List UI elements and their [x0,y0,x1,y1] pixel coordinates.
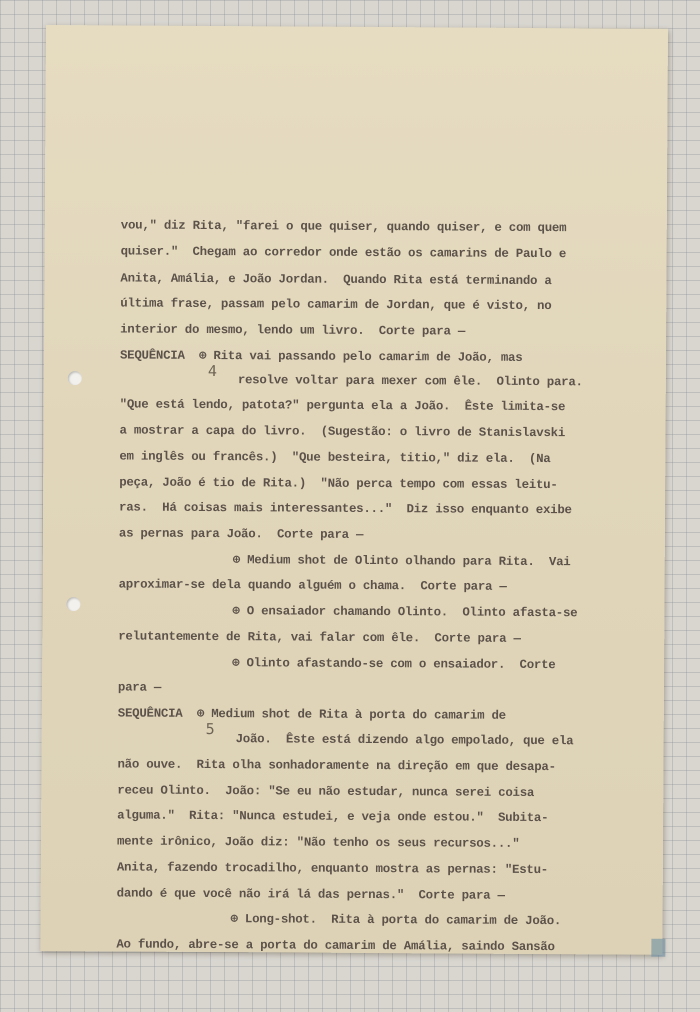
sequence-heading: SEQUÊNCIA ⊕ Medium shot de Rita à porta do camarim de [117,706,506,723]
text-line: ras. Há coisas mais interessantes..." Diz isso enquanto exibe [119,500,572,518]
text-line: mente irônico, João diz: "Não tenho os seus recursos..." [116,834,520,851]
text-line: "Que está lendo, patota?" pergunta ela a João. Êste limita-se [119,397,566,415]
text-line: as pernas para João. Corte para — [118,526,364,542]
text-line: em inglês ou francês.) "Que besteira, titio," diz ela. (Na [119,449,551,467]
punch-hole [68,371,82,385]
text-line: alguma." Rita: "Nunca estudei, e veja onde estou." Subita- [117,808,549,826]
text-line: interior do mesmo, lendo um livro. Corte para — [120,322,466,339]
text-line: ⊕ Long-shot. Rita à porta do camarim de João. [230,912,562,929]
text-line: aproximar-se dela quando alguém o chama. Corte para — [118,577,507,594]
text-line: resolve voltar para mexer com êle. Olinto para. [237,373,583,390]
text-line: Ao fundo, abre-se a porta do camarim de Amália, saindo Sansão [116,937,555,955]
text-line: para — [117,680,162,695]
text-line: ⊕ Olinto afastando-se com o ensaiador. Corte [232,656,556,673]
sequence-number: 4 [207,361,217,381]
text-line: João. Êste está dizendo algo empolado, que ela [235,732,574,749]
text-line: a mostrar a capa do livro. (Sugestão: o livro de Stanislavski [119,423,566,441]
text-line: vou," diz Rita, "farei o que quiser, quando quiser, e com quem [120,218,567,236]
text-line: ⊕ O ensaiador chamando Olinto. Olinto afasta-se [232,604,578,621]
sequence-number: 5 [205,719,215,739]
text-line: receu Olinto. João: "Se eu não estudar, nunca serei coisa [117,783,535,800]
text-line: Anita, fazendo trocadilho, enquanto mostra as pernas: "Estu- [116,860,549,878]
sequence-heading: SEQUÊNCIA ⊕ Rita vai passando pelo camarim de João, mas [119,348,523,365]
text-line: não ouve. Rita olha sonhadoramente na direção em que desapa- [117,757,556,775]
text-line: dando é que você não irá lá das pernas." Corte para — [116,886,505,903]
text-line: ⊕ Medium shot de Olinto olhando para Rita. Vai [232,553,571,570]
text-line: quiser." Chegam ao corredor onde estão os camarins de Paulo e [120,244,567,262]
text-line: relutantemente de Rita, vai falar com êle. Corte para — [118,629,521,646]
text-line: última frase, passam pelo camarim de Jordan, que é visto, no [120,296,552,314]
text-line: peça, João é tio de Rita.) "Não perca tempo com essas leitu- [119,475,558,493]
typewritten-page [40,25,668,955]
text-line: Anita, Amália, e João Jordan. Quando Rita está terminando a [120,271,552,289]
punch-hole [66,597,80,611]
